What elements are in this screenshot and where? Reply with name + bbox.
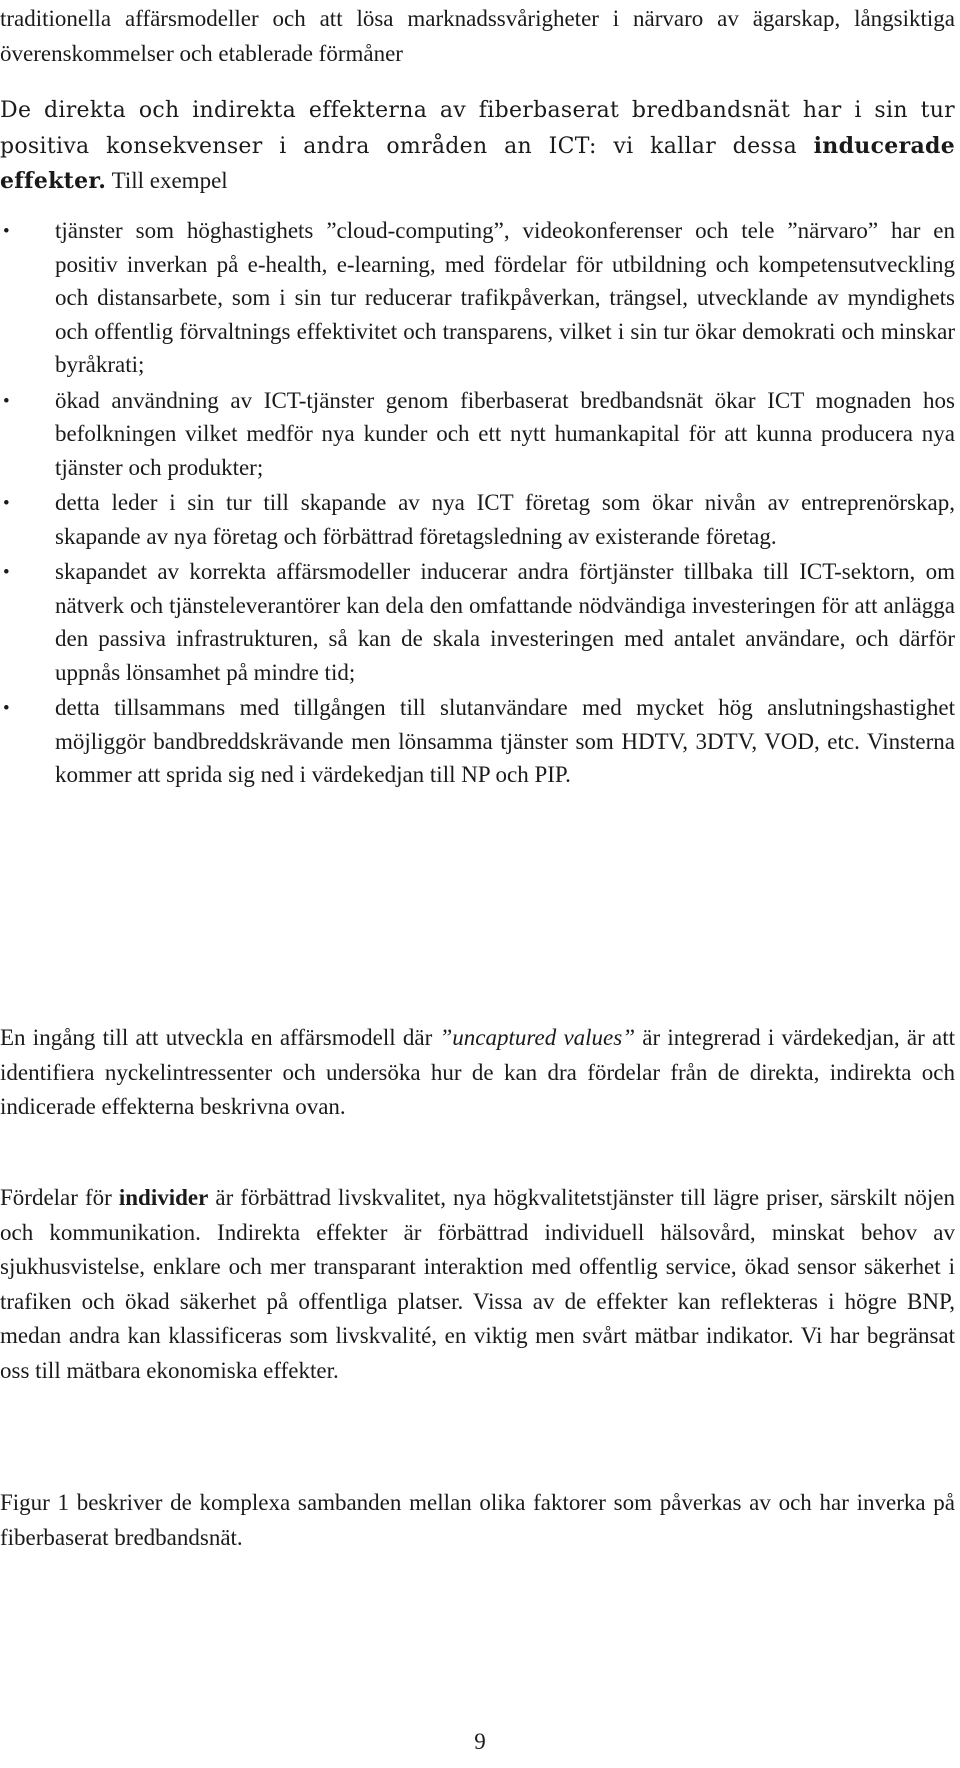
individuals-text-after: är förbättrad livskvalitet, nya högkvalitetstjänster till lägre priser, särskilt nöjen och kommunikation. Indirekta effekter är förbättrad individuell hälsovård, minskat behov av sjukhusvistelse, enklare och mer transparant interaktion med offentlig service, ökad sensor säkerhet i trafiken och ökad säkerhet på offentliga platser. Vissa av de effekter kan reflekteras i högre BNP, medan andra kan klassificeras som livskvalité, en viktig men svårt mätbar indikator. Vi har begränsat oss till mätbara ekonomiska effekter. (0, 1185, 955, 1383)
figure-reference-text: Figur 1 beskriver de komplexa sambanden mellan olika faktorer som påverkas av och har inverka på fiberbaserat bredbandsnät. (0, 1490, 955, 1550)
business-model-text-before: En ingång till att utveckla en affärsmodell där (0, 1025, 440, 1050)
individuals-text-before: Fördelar för (0, 1185, 119, 1210)
bullet-text: ökad användning av ICT-tjänster genom fiberbaserat bredbandsnät ökar ICT mognaden hos befolkningen vilket medför nya kunder och ett nytt humankapital för att kunna producera nya tjänster och produkter; (55, 387, 955, 480)
bullet-item (0, 555, 955, 689)
intro-continuation-text: traditionella affärsmodeller och att lösa marknadssvårigheter i närvaro av ägarskap, långsiktiga överenskommelser och etablerade förmåner (0, 6, 955, 66)
bullet-icon: • (3, 390, 10, 412)
business-model-text-after: är integrerad i värdekedjan, är att identifiera nyckelintressenter och undersöka hur de kan dra fördelar från de direkta, indirekta och indicerade effekterna beskrivna ovan. (0, 1025, 955, 1119)
intro-continuation-paragraph (0, 2, 955, 71)
page-number: 9 (474, 1729, 486, 1754)
uncaptured-values-term: ”uncaptured values” (439, 1025, 635, 1050)
figure-reference-paragraph (0, 1486, 955, 1555)
induced-effects-paragraph (0, 94, 955, 200)
bullet-text: detta leder i sin tur till skapande av nya ICT företag som ökar nivån av entreprenörskap, skapande av nya företag och förbättrad företagsledning av existerande företag. (55, 490, 955, 549)
bullet-item (0, 384, 955, 485)
individuals-paragraph (0, 1181, 955, 1388)
bullet-item (0, 214, 955, 382)
induced-effects-term: inducerade effekter. (0, 132, 955, 194)
business-model-paragraph (0, 1021, 955, 1125)
bullet-item (0, 691, 955, 792)
bullet-text: detta tillsammans med tillgången till slutanvändare med mycket hög anslutningshastighet möjliggör bandbreddskrävande men lönsamma tjänster som HDTV, 3DTV, VOD, etc. Vinsterna kommer att sprida sig ned i värdekedjan till NP och PIP. (55, 695, 955, 787)
bullet-icon: • (3, 562, 10, 583)
induced-effects-text-after: Till exempel (106, 168, 228, 193)
induced-effects-text-before: De direkta och indirekta effekterna av fiberbaserat bredbandsnät har i sin tur positiva konsekvenser i andra områden an ICT: vi kallar dessa (0, 98, 955, 159)
bullet-icon: • (3, 221, 10, 242)
bullet-text: tjänster som höghastighets ”cloud-computing”, videokonferenser och tele ”närvaro” har en positiv inverkan på e-health, e-learning, med fördelar för utbildning och kompetensutveckling och distansarbete, som i sin tur reducerar trafikpåverkan, trängsel, utvecklande av myndighets och offentlig förvaltnings effektivitet och transparens, vilket i sin tur ökar demokrati och minskar byråkrati; (55, 218, 955, 377)
induced-effects-bullet-list (0, 214, 955, 794)
bullet-icon: • (3, 493, 10, 514)
individuals-term: individer (118, 1185, 209, 1210)
bullet-icon: • (3, 698, 10, 719)
bullet-item (0, 486, 955, 553)
bullet-text: skapandet av korrekta affärsmodeller inducerar andra förtjänster tillbaka till ICT-sektorn, om nätverk och tjänsteleverantörer kan dela den omfattande nödvändiga investeringen för att anlägga den passiva infrastrukturen, så kan de skala investeringen med antalet användare, och därför uppnås lönsamhet på mindre tid; (55, 559, 955, 685)
